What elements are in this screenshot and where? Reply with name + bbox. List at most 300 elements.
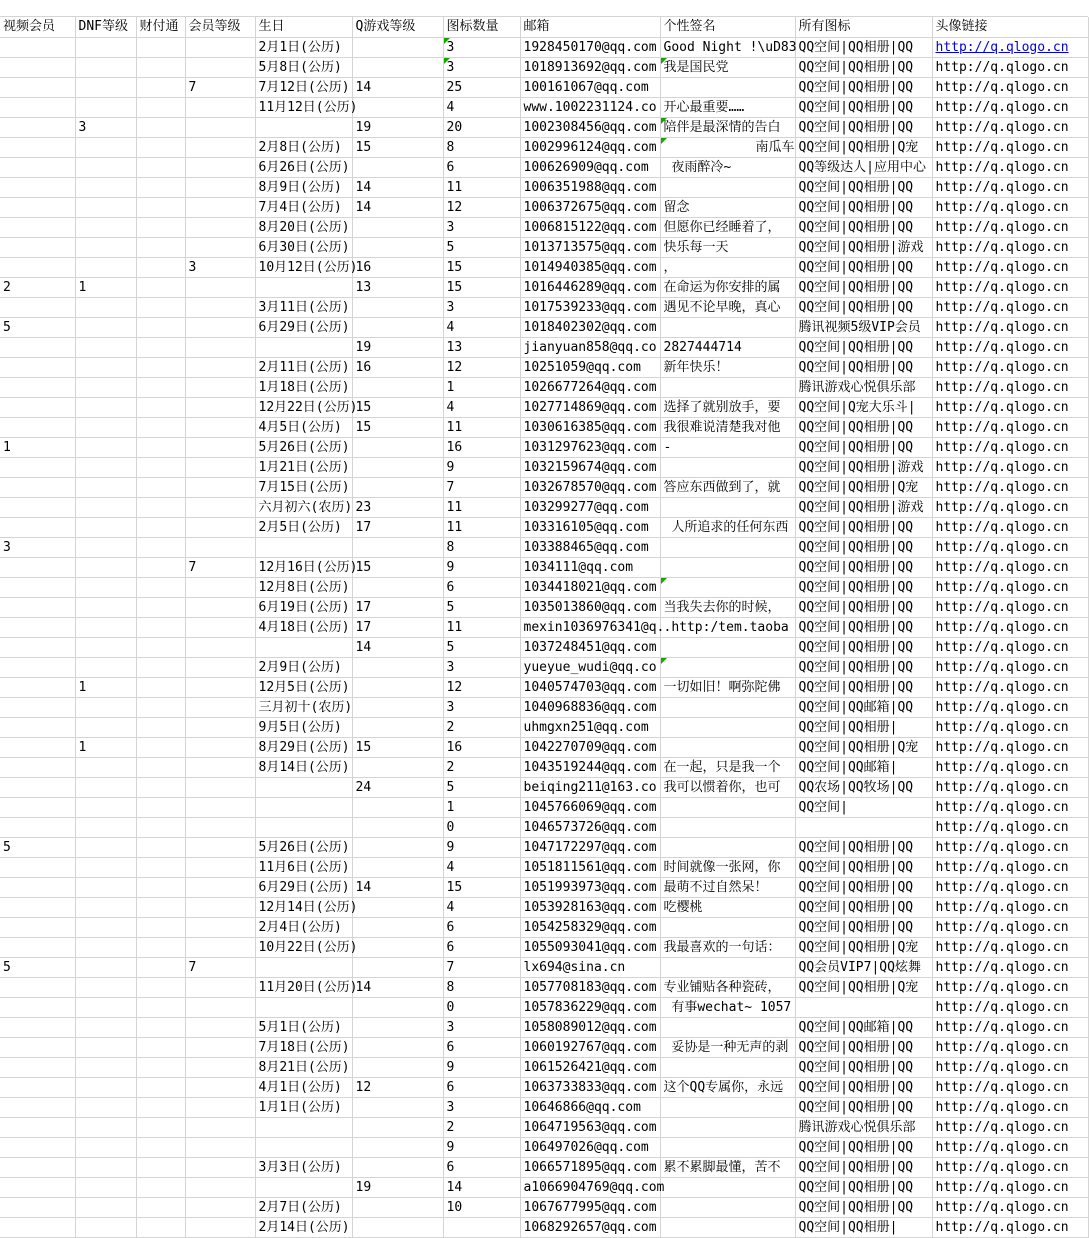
cell-email[interactable]: 10646866@qq.com [520, 1097, 660, 1117]
cell-tenpay[interactable] [136, 537, 185, 557]
cell-birthday[interactable]: 11月6日(公历) [255, 857, 352, 877]
cell-video-vip[interactable]: 2 [0, 277, 75, 297]
cell-vip-level[interactable] [185, 537, 255, 557]
cell-tenpay[interactable] [136, 557, 185, 577]
cell-birthday[interactable] [255, 817, 352, 837]
cell-vip-level[interactable] [185, 137, 255, 157]
cell-email[interactable]: 1002996124@qq.com [520, 137, 660, 157]
cell-signature[interactable]: 一切如旧！啊弥陀佛 [660, 677, 795, 697]
cell-qq-game-level[interactable]: 14 [352, 977, 443, 997]
cell-qq-game-level[interactable] [352, 577, 443, 597]
cell-video-vip[interactable] [0, 117, 75, 137]
cell-dnf-level[interactable] [75, 957, 136, 977]
cell-email[interactable]: 1027714869@qq.com [520, 397, 660, 417]
cell-icon-count[interactable]: 9 [443, 837, 520, 857]
cell-dnf-level[interactable] [75, 617, 136, 637]
cell-vip-level[interactable] [185, 217, 255, 237]
cell-video-vip[interactable] [0, 777, 75, 797]
cell-dnf-level[interactable] [75, 917, 136, 937]
cell-qq-game-level[interactable] [352, 917, 443, 937]
cell-tenpay[interactable] [136, 177, 185, 197]
cell-signature[interactable]: ， [660, 257, 795, 277]
cell-signature[interactable]: - [660, 437, 795, 457]
cell-avatar-link[interactable]: http://q.qlogo.cn [932, 137, 1088, 157]
cell-video-vip[interactable] [0, 677, 75, 697]
cell-icon-count[interactable]: 9 [443, 1057, 520, 1077]
cell-dnf-level[interactable] [75, 817, 136, 837]
cell-dnf-level[interactable] [75, 437, 136, 457]
cell-dnf-level[interactable] [75, 577, 136, 597]
cell-icon-count[interactable]: 15 [443, 877, 520, 897]
cell-video-vip[interactable] [0, 257, 75, 277]
cell-birthday[interactable]: 6月29日(公历) [255, 317, 352, 337]
cell-tenpay[interactable] [136, 437, 185, 457]
cell-dnf-level[interactable] [75, 717, 136, 737]
cell-dnf-level[interactable] [75, 1117, 136, 1137]
cell-qq-game-level[interactable] [352, 757, 443, 777]
cell-dnf-level[interactable] [75, 297, 136, 317]
cell-dnf-level[interactable] [75, 1157, 136, 1177]
cell-icon-count[interactable]: 6 [443, 1037, 520, 1057]
cell-signature[interactable] [660, 557, 795, 577]
cell-birthday[interactable]: 11月12日(公历) [255, 97, 352, 117]
cell-all-icons[interactable]: QQ空间|QQ相册|QQ [795, 117, 932, 137]
cell-avatar-link[interactable]: http://q.qlogo.cn [932, 537, 1088, 557]
cell-birthday[interactable] [255, 777, 352, 797]
cell-tenpay[interactable] [136, 217, 185, 237]
cell-avatar-link[interactable]: http://q.qlogo.cn [932, 277, 1088, 297]
cell-vip-level[interactable] [185, 697, 255, 717]
cell-dnf-level[interactable] [75, 557, 136, 577]
cell-video-vip[interactable] [0, 717, 75, 737]
cell-birthday[interactable] [255, 337, 352, 357]
cell-vip-level[interactable] [185, 757, 255, 777]
cell-vip-level[interactable] [185, 177, 255, 197]
cell-vip-level[interactable] [185, 637, 255, 657]
cell-signature[interactable] [660, 1177, 795, 1197]
cell-all-icons[interactable]: QQ空间|QQ相册|QQ [795, 277, 932, 297]
cell-tenpay[interactable] [136, 697, 185, 717]
cell-qq-game-level[interactable]: 14 [352, 197, 443, 217]
cell-avatar-link[interactable]: http://q.qlogo.cn [932, 917, 1088, 937]
cell-email[interactable]: 1032159674@qq.com [520, 457, 660, 477]
cell-icon-count[interactable]: 14 [443, 1177, 520, 1197]
cell-dnf-level[interactable] [75, 157, 136, 177]
cell-tenpay[interactable] [136, 377, 185, 397]
cell-avatar-link[interactable]: http://q.qlogo.cn [932, 837, 1088, 857]
cell-vip-level[interactable] [185, 237, 255, 257]
cell-avatar-link[interactable]: http://q.qlogo.cn [932, 177, 1088, 197]
cell-birthday[interactable]: 8月9日(公历) [255, 177, 352, 197]
cell-avatar-link[interactable]: http://q.qlogo.cn [932, 677, 1088, 697]
cell-birthday[interactable]: 5月8日(公历) [255, 57, 352, 77]
cell-icon-count[interactable]: 12 [443, 677, 520, 697]
cell-tenpay[interactable] [136, 337, 185, 357]
cell-birthday[interactable] [255, 277, 352, 297]
cell-tenpay[interactable] [136, 117, 185, 137]
cell-all-icons[interactable]: QQ空间|QQ相册|QQ [795, 217, 932, 237]
cell-qq-game-level[interactable] [352, 717, 443, 737]
cell-birthday[interactable]: 7月18日(公历) [255, 1037, 352, 1057]
cell-icon-count[interactable]: 1 [443, 377, 520, 397]
cell-vip-level[interactable] [185, 817, 255, 837]
cell-video-vip[interactable]: 5 [0, 837, 75, 857]
cell-vip-level[interactable] [185, 277, 255, 297]
cell-video-vip[interactable] [0, 377, 75, 397]
cell-tenpay[interactable] [136, 877, 185, 897]
cell-qq-game-level[interactable]: 15 [352, 417, 443, 437]
cell-avatar-link[interactable]: http://q.qlogo.cn [932, 1097, 1088, 1117]
cell-video-vip[interactable] [0, 997, 75, 1017]
cell-signature[interactable] [660, 917, 795, 937]
cell-tenpay[interactable] [136, 937, 185, 957]
cell-avatar-link[interactable]: http://q.qlogo.cn [932, 337, 1088, 357]
cell-qq-game-level[interactable] [352, 1057, 443, 1077]
cell-all-icons[interactable]: QQ空间|QQ相册|QQ [795, 557, 932, 577]
cell-qq-game-level[interactable] [352, 657, 443, 677]
cell-all-icons[interactable]: QQ会员VIP7|QQ炫舞 [795, 957, 932, 977]
cell-tenpay[interactable] [136, 1077, 185, 1097]
cell-dnf-level[interactable] [75, 97, 136, 117]
column-header-email[interactable]: 邮箱 [520, 17, 660, 37]
cell-signature[interactable]: 但愿你已经睡着了， [660, 217, 795, 237]
cell-avatar-link[interactable]: http://q.qlogo.cn [932, 617, 1088, 637]
cell-all-icons[interactable]: QQ空间|QQ相册|Q宠 [795, 937, 932, 957]
cell-all-icons[interactable]: QQ空间|QQ相册|QQ [795, 637, 932, 657]
cell-signature[interactable] [660, 1117, 795, 1137]
cell-all-icons[interactable]: QQ空间|QQ相册|QQ [795, 837, 932, 857]
cell-vip-level[interactable] [185, 1197, 255, 1217]
cell-video-vip[interactable] [0, 1117, 75, 1137]
cell-vip-level[interactable] [185, 157, 255, 177]
cell-email[interactable]: 1042270709@qq.com [520, 737, 660, 757]
cell-icon-count[interactable]: 11 [443, 417, 520, 437]
cell-tenpay[interactable] [136, 677, 185, 697]
cell-all-icons[interactable]: QQ空间|QQ相册|QQ [795, 857, 932, 877]
cell-dnf-level[interactable] [75, 1197, 136, 1217]
cell-signature[interactable]: Good Night !\uD83 [660, 37, 795, 57]
cell-email[interactable]: 1051993973@qq.com [520, 877, 660, 897]
cell-qq-game-level[interactable] [352, 1097, 443, 1117]
cell-email[interactable]: 1035013860@qq.com [520, 597, 660, 617]
cell-video-vip[interactable] [0, 557, 75, 577]
cell-video-vip[interactable] [0, 477, 75, 497]
cell-all-icons[interactable]: QQ空间|QQ相册|QQ [795, 577, 932, 597]
cell-all-icons[interactable]: QQ空间|QQ相册|QQ [795, 1157, 932, 1177]
cell-avatar-link[interactable]: http://q.qlogo.cn [932, 1197, 1088, 1217]
cell-avatar-link[interactable]: http://q.qlogo.cn [932, 717, 1088, 737]
cell-signature[interactable]: 时间就像一张网，你 [660, 857, 795, 877]
cell-dnf-level[interactable] [75, 377, 136, 397]
cell-dnf-level[interactable] [75, 217, 136, 237]
cell-signature[interactable] [660, 717, 795, 737]
cell-tenpay[interactable] [136, 297, 185, 317]
cell-vip-level[interactable] [185, 777, 255, 797]
cell-email[interactable]: beiqing211@163.co [520, 777, 660, 797]
cell-vip-level[interactable] [185, 97, 255, 117]
cell-icon-count[interactable]: 8 [443, 137, 520, 157]
cell-icon-count[interactable]: 15 [443, 277, 520, 297]
column-header-dnf-level[interactable]: DNF等级 [75, 17, 136, 37]
cell-avatar-link[interactable]: http://q.qlogo.cn [932, 237, 1088, 257]
cell-video-vip[interactable] [0, 57, 75, 77]
cell-qq-game-level[interactable] [352, 217, 443, 237]
cell-avatar-link[interactable]: http://q.qlogo.cn [932, 597, 1088, 617]
cell-tenpay[interactable] [136, 97, 185, 117]
cell-qq-game-level[interactable] [352, 1157, 443, 1177]
cell-email[interactable]: 1002308456@qq.com [520, 117, 660, 137]
cell-email[interactable]: 1067677995@qq.com [520, 1197, 660, 1217]
cell-qq-game-level[interactable] [352, 677, 443, 697]
cell-avatar-link[interactable]: http://q.qlogo.cn [932, 217, 1088, 237]
cell-vip-level[interactable] [185, 377, 255, 397]
cell-all-icons[interactable]: QQ空间|QQ邮箱|QQ [795, 1017, 932, 1037]
cell-vip-level[interactable] [185, 657, 255, 677]
cell-tenpay[interactable] [136, 77, 185, 97]
cell-qq-game-level[interactable] [352, 457, 443, 477]
cell-icon-count[interactable]: 6 [443, 1077, 520, 1097]
cell-qq-game-level[interactable]: 14 [352, 177, 443, 197]
cell-tenpay[interactable] [136, 1177, 185, 1197]
cell-qq-game-level[interactable]: 17 [352, 517, 443, 537]
cell-email[interactable]: 106497026@qq.com [520, 1137, 660, 1157]
cell-avatar-link[interactable]: http://q.qlogo.cn [932, 777, 1088, 797]
cell-signature[interactable]: 在命运为你安排的属 [660, 277, 795, 297]
cell-avatar-link[interactable]: http://q.qlogo.cn [932, 1017, 1088, 1037]
cell-avatar-link[interactable]: http://q.qlogo.cn [932, 1137, 1088, 1157]
cell-signature[interactable] [660, 1137, 795, 1157]
cell-vip-level[interactable]: 7 [185, 77, 255, 97]
avatar-hyperlink[interactable]: http://q.qlogo.cn [935, 39, 1069, 55]
cell-avatar-link[interactable]: http://q.qlogo.cn [932, 957, 1088, 977]
cell-avatar-link[interactable] [932, 37, 1088, 57]
cell-dnf-level[interactable] [75, 237, 136, 257]
cell-all-icons[interactable]: QQ空间|QQ相册|QQ [795, 537, 932, 557]
cell-email[interactable]: 1066571895@qq.com [520, 1157, 660, 1177]
cell-all-icons[interactable]: QQ空间|Q宠大乐斗| [795, 397, 932, 417]
cell-all-icons[interactable]: QQ空间|QQ相册|QQ [795, 197, 932, 217]
cell-tenpay[interactable] [136, 997, 185, 1017]
cell-icon-count[interactable]: 0 [443, 817, 520, 837]
cell-signature[interactable]: 这个QQ专属你，永远 [660, 1077, 795, 1097]
cell-qq-game-level[interactable]: 14 [352, 77, 443, 97]
cell-signature[interactable]: 开心最重要…… [660, 97, 795, 117]
cell-video-vip[interactable] [0, 137, 75, 157]
cell-video-vip[interactable] [0, 1217, 75, 1237]
cell-video-vip[interactable] [0, 917, 75, 937]
cell-avatar-link[interactable]: http://q.qlogo.cn [932, 417, 1088, 437]
cell-tenpay[interactable] [136, 917, 185, 937]
cell-tenpay[interactable] [136, 357, 185, 377]
cell-email[interactable]: 103388465@qq.com [520, 537, 660, 557]
cell-icon-count[interactable]: 5 [443, 637, 520, 657]
cell-email[interactable]: 1053928163@qq.com [520, 897, 660, 917]
cell-vip-level[interactable] [185, 37, 255, 57]
cell-dnf-level[interactable] [75, 997, 136, 1017]
cell-birthday[interactable]: 6月29日(公历) [255, 877, 352, 897]
cell-qq-game-level[interactable]: 17 [352, 597, 443, 617]
cell-signature[interactable] [660, 1197, 795, 1217]
cell-birthday[interactable]: 2月1日(公历) [255, 37, 352, 57]
cell-icon-count[interactable]: 6 [443, 157, 520, 177]
cell-email[interactable]: 1047172297@qq.com [520, 837, 660, 857]
cell-video-vip[interactable] [0, 877, 75, 897]
cell-email[interactable]: www.1002231124.co [520, 97, 660, 117]
cell-icon-count[interactable]: 4 [443, 857, 520, 877]
cell-all-icons[interactable]: QQ空间|QQ相册|QQ [795, 877, 932, 897]
cell-tenpay[interactable] [136, 897, 185, 917]
cell-vip-level[interactable] [185, 737, 255, 757]
cell-avatar-link[interactable]: http://q.qlogo.cn [932, 497, 1088, 517]
cell-birthday[interactable]: 2月7日(公历) [255, 1197, 352, 1217]
cell-qq-game-level[interactable]: 15 [352, 137, 443, 157]
cell-birthday[interactable]: 8月20日(公历) [255, 217, 352, 237]
cell-email[interactable]: 1055093041@qq.com [520, 937, 660, 957]
cell-email[interactable]: yueyue_wudi@qq.co [520, 657, 660, 677]
cell-all-icons[interactable]: QQ空间|QQ邮箱| [795, 757, 932, 777]
cell-avatar-link[interactable]: http://q.qlogo.cn [932, 1177, 1088, 1197]
cell-birthday[interactable]: 6月30日(公历) [255, 237, 352, 257]
cell-qq-game-level[interactable] [352, 1137, 443, 1157]
cell-icon-count[interactable]: 2 [443, 1117, 520, 1137]
cell-signature[interactable] [660, 537, 795, 557]
cell-vip-level[interactable] [185, 397, 255, 417]
cell-signature[interactable] [660, 317, 795, 337]
cell-signature[interactable] [660, 497, 795, 517]
cell-dnf-level[interactable] [75, 337, 136, 357]
cell-icon-count[interactable]: 9 [443, 1137, 520, 1157]
cell-all-icons[interactable]: QQ空间|QQ相册|QQ [795, 617, 932, 637]
cell-video-vip[interactable] [0, 417, 75, 437]
cell-vip-level[interactable] [185, 1177, 255, 1197]
cell-email[interactable]: 103316105@qq.com [520, 517, 660, 537]
cell-vip-level[interactable] [185, 197, 255, 217]
cell-icon-count[interactable]: 0 [443, 997, 520, 1017]
cell-qq-game-level[interactable] [352, 537, 443, 557]
cell-video-vip[interactable]: 1 [0, 437, 75, 457]
cell-email[interactable]: mexin1036976341@q. [520, 617, 660, 637]
cell-dnf-level[interactable] [75, 1037, 136, 1057]
cell-avatar-link[interactable]: http://q.qlogo.cn [932, 317, 1088, 337]
cell-icon-count[interactable]: 15 [443, 257, 520, 277]
cell-qq-game-level[interactable] [352, 817, 443, 837]
cell-tenpay[interactable] [136, 237, 185, 257]
cell-vip-level[interactable] [185, 617, 255, 637]
cell-dnf-level[interactable] [75, 977, 136, 997]
cell-icon-count[interactable]: 6 [443, 917, 520, 937]
cell-avatar-link[interactable]: http://q.qlogo.cn [932, 937, 1088, 957]
cell-signature[interactable]: 我很难说清楚我对他 [660, 417, 795, 437]
cell-birthday[interactable]: 3月3日(公历) [255, 1157, 352, 1177]
cell-email[interactable]: 1040968836@qq.com [520, 697, 660, 717]
cell-avatar-link[interactable]: http://q.qlogo.cn [932, 557, 1088, 577]
cell-avatar-link[interactable]: http://q.qlogo.cn [932, 377, 1088, 397]
cell-signature[interactable] [660, 457, 795, 477]
cell-email[interactable]: 1034418021@qq.com [520, 577, 660, 597]
cell-video-vip[interactable] [0, 937, 75, 957]
cell-signature[interactable] [660, 377, 795, 397]
cell-birthday[interactable]: 5月26日(公历) [255, 837, 352, 857]
cell-birthday[interactable]: 六月初六(农历) [255, 497, 352, 517]
cell-tenpay[interactable] [136, 597, 185, 617]
cell-all-icons[interactable]: QQ空间|QQ相册|QQ [795, 1197, 932, 1217]
cell-birthday[interactable]: 9月5日(公历) [255, 717, 352, 737]
cell-vip-level[interactable] [185, 457, 255, 477]
cell-qq-game-level[interactable] [352, 1217, 443, 1237]
cell-all-icons[interactable]: QQ空间|QQ相册|QQ [795, 917, 932, 937]
cell-icon-count[interactable]: 3 [443, 37, 520, 57]
cell-email[interactable]: 1017539233@qq.com [520, 297, 660, 317]
cell-dnf-level[interactable] [75, 597, 136, 617]
cell-video-vip[interactable] [0, 1057, 75, 1077]
cell-tenpay[interactable] [136, 197, 185, 217]
cell-dnf-level[interactable] [75, 537, 136, 557]
cell-signature[interactable]: 新年快乐！ [660, 357, 795, 377]
cell-all-icons[interactable]: QQ空间|QQ相册|QQ [795, 1177, 932, 1197]
cell-email[interactable]: 1043519244@qq.com [520, 757, 660, 777]
cell-avatar-link[interactable]: http://q.qlogo.cn [932, 117, 1088, 137]
cell-dnf-level[interactable] [75, 777, 136, 797]
cell-video-vip[interactable] [0, 197, 75, 217]
cell-email[interactable]: 1057836229@qq.com [520, 997, 660, 1017]
column-header-avatar-link[interactable]: 头像链接 [932, 17, 1088, 37]
cell-all-icons[interactable]: QQ空间|QQ相册|QQ [795, 677, 932, 697]
cell-all-icons[interactable] [795, 997, 932, 1017]
cell-all-icons[interactable]: QQ空间|QQ相册|QQ [795, 897, 932, 917]
cell-tenpay[interactable] [136, 777, 185, 797]
cell-email[interactable]: 1051811561@qq.com [520, 857, 660, 877]
cell-birthday[interactable]: 8月21日(公历) [255, 1057, 352, 1077]
cell-all-icons[interactable]: 腾讯视频5级VIP会员 [795, 317, 932, 337]
cell-all-icons[interactable]: QQ空间|QQ相册|Q宠 [795, 977, 932, 997]
cell-avatar-link[interactable]: http://q.qlogo.cn [932, 737, 1088, 757]
cell-dnf-level[interactable] [75, 57, 136, 77]
cell-signature[interactable] [660, 177, 795, 197]
cell-icon-count[interactable]: 6 [443, 577, 520, 597]
cell-birthday[interactable]: 三月初十(农历) [255, 697, 352, 717]
cell-qq-game-level[interactable] [352, 97, 443, 117]
cell-birthday[interactable]: 11月20日(公历) [255, 977, 352, 997]
cell-tenpay[interactable] [136, 1157, 185, 1177]
cell-tenpay[interactable] [136, 277, 185, 297]
cell-birthday[interactable]: 6月19日(公历) [255, 597, 352, 617]
cell-all-icons[interactable]: QQ空间|QQ相册| [795, 1217, 932, 1237]
cell-dnf-level[interactable] [75, 197, 136, 217]
cell-dnf-level[interactable] [75, 857, 136, 877]
cell-icon-count[interactable]: 11 [443, 617, 520, 637]
cell-vip-level[interactable] [185, 717, 255, 737]
cell-icon-count[interactable]: 3 [443, 57, 520, 77]
cell-email[interactable]: 1046573726@qq.com [520, 817, 660, 837]
cell-signature[interactable]: 累不累脚最懂，苦不 [660, 1157, 795, 1177]
cell-vip-level[interactable] [185, 897, 255, 917]
cell-email[interactable]: 1031297623@qq.com [520, 437, 660, 457]
cell-all-icons[interactable]: QQ空间|QQ相册|QQ [795, 1097, 932, 1117]
cell-icon-count[interactable]: 1 [443, 797, 520, 817]
cell-icon-count[interactable]: 8 [443, 537, 520, 557]
cell-vip-level[interactable]: 7 [185, 557, 255, 577]
cell-icon-count[interactable]: 2 [443, 717, 520, 737]
cell-tenpay[interactable] [136, 1037, 185, 1057]
cell-all-icons[interactable]: QQ空间|QQ相册|QQ [795, 1057, 932, 1077]
cell-email[interactable]: 1068292657@qq.com [520, 1217, 660, 1237]
cell-avatar-link[interactable]: http://q.qlogo.cn [932, 757, 1088, 777]
cell-vip-level[interactable] [185, 797, 255, 817]
cell-email[interactable]: 10251059@qq.com [520, 357, 660, 377]
cell-qq-game-level[interactable] [352, 1017, 443, 1037]
cell-email[interactable]: 103299277@qq.com [520, 497, 660, 517]
cell-birthday[interactable]: 2月11日(公历) [255, 357, 352, 377]
